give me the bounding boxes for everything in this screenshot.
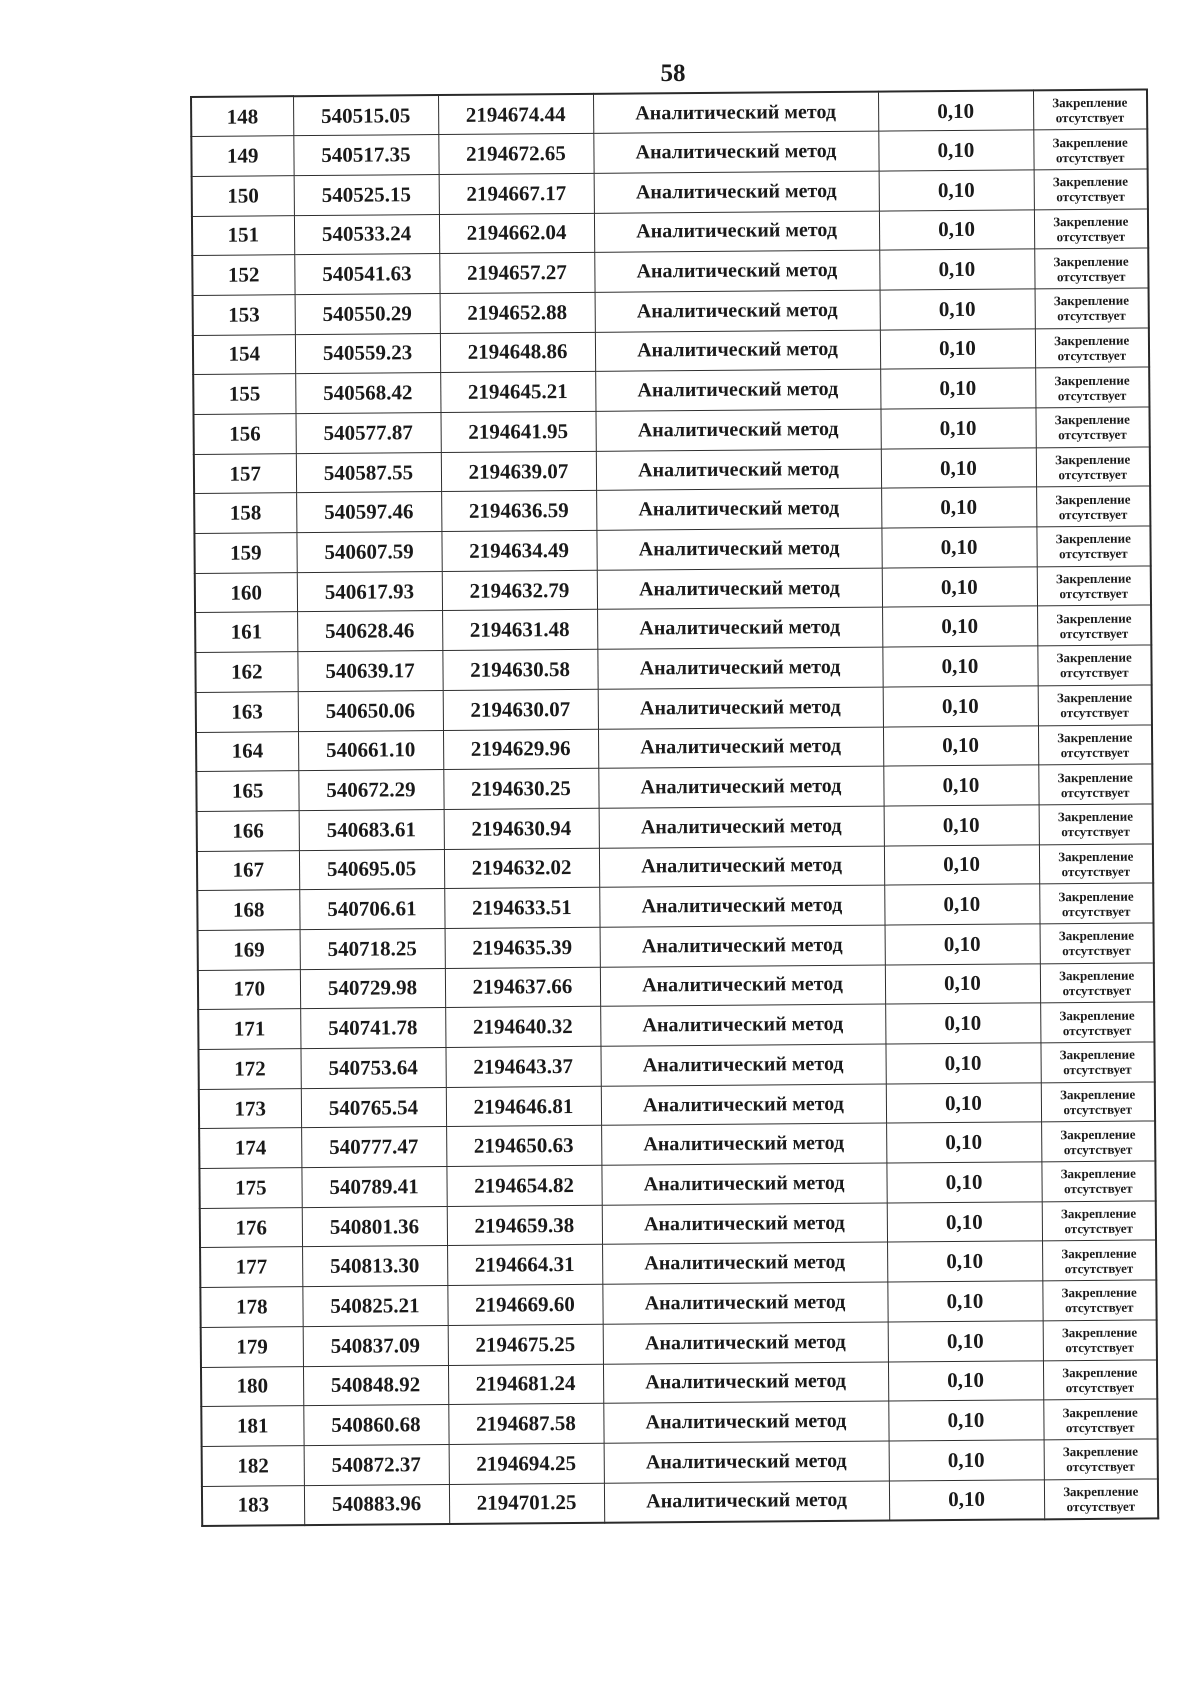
- fixation-text: Закрепление: [1057, 808, 1134, 825]
- precision-cell: 0,10: [882, 567, 1037, 608]
- x-coordinate-cell: 540617.93: [297, 571, 442, 612]
- precision-cell: 0,10: [887, 1202, 1042, 1243]
- method-cell: Аналитический метод: [595, 369, 880, 411]
- fixation-text: отсутствует: [1059, 585, 1128, 602]
- fixation-cell: [1042, 1280, 1156, 1321]
- x-coordinate-cell: 540683.61: [299, 809, 444, 850]
- fixation-text: отсутствует: [1061, 823, 1130, 840]
- fixation-text: отсутствует: [1064, 1300, 1134, 1316]
- x-coordinate-cell: 540777.47: [301, 1127, 446, 1168]
- method-cell: Аналитический метод: [598, 687, 883, 729]
- fixation-text: отсутствует: [1064, 1220, 1133, 1237]
- method-cell: Аналитический метод: [602, 1242, 887, 1284]
- fixation-text: Закрепление: [1053, 213, 1129, 230]
- method-cell: Аналитический метод: [596, 488, 881, 530]
- x-coordinate-cell: 540525.15: [294, 174, 439, 215]
- fixation-text: Закрепление: [1054, 332, 1130, 349]
- method-cell: Аналитический метод: [597, 608, 882, 650]
- precision-cell: 0,10: [880, 328, 1035, 369]
- fixation-cell: [1042, 1201, 1156, 1242]
- precision-cell: 0,10: [883, 765, 1038, 806]
- fixation-text: Закрепление: [1053, 253, 1129, 269]
- fixation-text: Закрепление: [1052, 134, 1128, 150]
- x-coordinate-cell: 540550.29: [295, 293, 440, 334]
- fixation-text: Закрепление: [1061, 1245, 1137, 1261]
- method-cell: Аналитический метод: [604, 1441, 889, 1483]
- point-number-cell: 172: [198, 1049, 300, 1089]
- x-coordinate-cell: 540718.25: [300, 928, 445, 969]
- x-coordinate-cell: 540837.09: [303, 1325, 448, 1366]
- fixation-text: Закрепление: [1059, 967, 1135, 984]
- fixation-text: Закрепление: [1058, 927, 1135, 944]
- x-coordinate-cell: 540860.68: [303, 1405, 448, 1446]
- precision-cell: 0,10: [880, 368, 1035, 409]
- fixation-text: Закрепление: [1058, 888, 1134, 904]
- point-number-cell: 181: [201, 1406, 303, 1446]
- method-cell: Аналитический метод: [603, 1401, 888, 1443]
- fixation-text: отсутствует: [1063, 1101, 1133, 1118]
- fixation-cell: [1044, 1439, 1158, 1480]
- fixation-text: отсутствует: [1060, 704, 1129, 721]
- y-coordinate-cell: 2194669.60: [447, 1284, 602, 1325]
- y-coordinate-cell: 2194630.07: [443, 689, 598, 730]
- method-cell: Аналитический метод: [600, 1044, 885, 1086]
- fixation-cell: [1044, 1479, 1158, 1520]
- y-coordinate-cell: 2194645.21: [440, 372, 595, 413]
- y-coordinate-cell: 2194630.25: [443, 769, 598, 810]
- method-cell: Аналитический метод: [594, 211, 879, 253]
- fixation-text: Закрепление: [1056, 650, 1132, 666]
- x-coordinate-cell: 540568.42: [295, 373, 440, 414]
- y-coordinate-cell: 2194650.63: [446, 1126, 601, 1167]
- fixation-text: отсутствует: [1058, 506, 1128, 522]
- y-coordinate-cell: 2194630.58: [442, 649, 597, 690]
- y-coordinate-cell: 2194632.79: [442, 570, 597, 611]
- precision-cell: 0,10: [880, 408, 1035, 449]
- precision-cell: 0,10: [888, 1321, 1043, 1362]
- y-coordinate-cell: 2194639.07: [441, 451, 596, 492]
- precision-cell: 0,10: [889, 1479, 1044, 1520]
- y-coordinate-cell: 2194643.37: [445, 1046, 600, 1087]
- point-number-cell: 159: [194, 533, 296, 573]
- point-number-cell: 157: [194, 453, 296, 493]
- point-number-cell: 167: [197, 850, 299, 890]
- point-number-cell: 158: [194, 493, 296, 533]
- fixation-cell: [1038, 764, 1152, 805]
- fixation-text: отсутствует: [1063, 1141, 1133, 1157]
- fixation-text: Закрепление: [1063, 1483, 1139, 1499]
- method-cell: Аналитический метод: [596, 528, 881, 570]
- fixation-text: Закрепление: [1060, 1166, 1136, 1182]
- y-coordinate-cell: 2194654.82: [446, 1165, 601, 1206]
- fixation-text: Закрепление: [1059, 1046, 1135, 1063]
- precision-cell: 0,10: [889, 1440, 1044, 1481]
- fixation-text: отсутствует: [1057, 347, 1127, 364]
- point-number-cell: 182: [202, 1446, 304, 1486]
- x-coordinate-cell: 540789.41: [301, 1167, 446, 1208]
- x-coordinate-cell: 540607.59: [296, 532, 441, 573]
- point-number-cell: 166: [197, 811, 299, 851]
- point-number-cell: 176: [200, 1207, 302, 1247]
- precision-cell: 0,10: [885, 1003, 1040, 1044]
- point-number-cell: 154: [193, 334, 295, 374]
- x-coordinate-cell: 540577.87: [295, 413, 440, 454]
- y-coordinate-cell: 2194681.24: [448, 1364, 603, 1405]
- fixation-cell: [1039, 844, 1153, 885]
- x-coordinate-cell: 540741.78: [300, 1008, 445, 1049]
- y-coordinate-cell: 2194672.65: [438, 134, 593, 175]
- precision-cell: 0,10: [885, 924, 1040, 965]
- method-cell: Аналитический метод: [595, 290, 880, 332]
- fixation-cell: [1037, 605, 1151, 646]
- y-coordinate-cell: 2194675.25: [448, 1324, 603, 1365]
- precision-cell: 0,10: [882, 646, 1037, 687]
- x-coordinate-cell: 540872.37: [304, 1444, 449, 1485]
- y-coordinate-cell: 2194664.31: [447, 1245, 602, 1286]
- fixation-cell: [1041, 1121, 1155, 1162]
- x-coordinate-cell: 540706.61: [299, 889, 444, 930]
- precision-cell: 0,10: [882, 606, 1037, 647]
- fixation-text: отсутствует: [1059, 546, 1128, 562]
- y-coordinate-cell: 2194648.86: [440, 332, 595, 373]
- x-coordinate-cell: 540672.29: [298, 770, 443, 811]
- point-number-cell: 162: [195, 652, 297, 692]
- x-coordinate-cell: 540533.24: [294, 214, 439, 255]
- method-cell: Аналитический метод: [593, 92, 878, 134]
- precision-cell: 0,10: [886, 1162, 1041, 1203]
- fixation-text: отсутствует: [1064, 1260, 1134, 1276]
- point-number-cell: 175: [199, 1168, 301, 1208]
- point-number-cell: 169: [198, 930, 300, 970]
- fixation-text: Закрепление: [1054, 372, 1130, 388]
- point-number-cell: 160: [195, 572, 297, 612]
- precision-cell: 0,10: [885, 1043, 1040, 1084]
- fixation-text: отсутствует: [1060, 784, 1130, 800]
- y-coordinate-cell: 2194630.94: [444, 808, 599, 849]
- x-coordinate-cell: 540695.05: [299, 849, 444, 890]
- fixation-text: Закрепление: [1057, 769, 1133, 785]
- point-number-cell: 179: [201, 1326, 303, 1366]
- fixation-text: отсутствует: [1062, 1022, 1132, 1038]
- x-coordinate-cell: 540753.64: [300, 1048, 445, 1089]
- fixation-text: отсутствует: [1056, 268, 1126, 284]
- x-coordinate-cell: 540729.98: [300, 968, 445, 1009]
- precision-cell: 0,10: [886, 1122, 1041, 1163]
- fixation-text: Закрепление: [1054, 451, 1131, 468]
- precision-cell: 0,10: [881, 487, 1036, 528]
- precision-cell: 0,10: [887, 1281, 1042, 1322]
- fixation-text: Закрепление: [1060, 1126, 1136, 1142]
- method-cell: Аналитический метод: [601, 1123, 886, 1165]
- fixation-text: Закрепление: [1061, 1324, 1138, 1341]
- y-coordinate-cell: 2194687.58: [448, 1403, 603, 1444]
- fixation-text: Закрепление: [1060, 1205, 1137, 1222]
- precision-cell: 0,10: [879, 209, 1034, 250]
- fixation-cell: [1043, 1320, 1157, 1361]
- fixation-text: Закрепление: [1059, 1007, 1135, 1023]
- fixation-cell: [1038, 685, 1152, 726]
- y-coordinate-cell: 2194637.66: [445, 967, 600, 1008]
- x-coordinate-cell: 540541.63: [294, 254, 439, 295]
- fixation-cell: [1037, 645, 1151, 686]
- coordinates-table: [190, 88, 1159, 1526]
- y-coordinate-cell: 2194674.44: [438, 94, 593, 135]
- precision-cell: 0,10: [879, 249, 1034, 290]
- y-coordinate-cell: 2194657.27: [439, 253, 594, 294]
- fixation-text: отсутствует: [1058, 466, 1128, 483]
- precision-cell: 0,10: [879, 170, 1034, 211]
- page-number: 58: [660, 60, 686, 87]
- fixation-cell: [1036, 447, 1150, 488]
- point-number-cell: 183: [202, 1485, 304, 1525]
- fixation-text: отсутствует: [1066, 1458, 1135, 1475]
- fixation-text: отсутствует: [1056, 228, 1126, 245]
- fixation-text: Закрепление: [1055, 570, 1132, 587]
- fixation-text: отсутствует: [1059, 665, 1129, 681]
- table-row: [202, 1479, 1158, 1526]
- fixation-cell: [1033, 89, 1147, 130]
- fixation-text: Закрепление: [1056, 689, 1133, 706]
- fixation-text: отсутствует: [1065, 1419, 1135, 1435]
- method-cell: Аналитический метод: [603, 1362, 888, 1404]
- y-coordinate-cell: 2194667.17: [439, 173, 594, 214]
- precision-cell: 0,10: [878, 90, 1033, 131]
- method-cell: Аналитический метод: [594, 171, 879, 213]
- precision-cell: 0,10: [888, 1360, 1043, 1401]
- fixation-text: Закрепление: [1062, 1364, 1138, 1381]
- fixation-text: отсутствует: [1065, 1339, 1134, 1356]
- x-coordinate-cell: 540517.35: [293, 135, 438, 176]
- fixation-cell: [1039, 804, 1153, 845]
- fixation-cell: [1035, 288, 1149, 329]
- precision-cell: 0,10: [881, 527, 1036, 568]
- point-number-cell: 177: [200, 1247, 302, 1287]
- y-coordinate-cell: 2194662.04: [439, 213, 594, 254]
- fixation-text: отсутствует: [1059, 625, 1129, 641]
- method-cell: Аналитический метод: [600, 965, 885, 1007]
- precision-cell: 0,10: [883, 725, 1038, 766]
- fixation-text: Закрепление: [1054, 411, 1130, 428]
- fixation-cell: [1040, 1002, 1154, 1043]
- method-cell: Аналитический метод: [600, 1004, 885, 1046]
- precision-cell: 0,10: [880, 289, 1035, 330]
- method-cell: Аналитический метод: [602, 1203, 887, 1245]
- fixation-text: отсутствует: [1065, 1379, 1135, 1396]
- fixation-text: Закрепление: [1055, 491, 1131, 507]
- precision-cell: 0,10: [878, 130, 1033, 171]
- fixation-text: отсутствует: [1057, 307, 1126, 324]
- point-number-cell: 151: [192, 215, 294, 255]
- method-cell: Аналитический метод: [599, 885, 884, 927]
- fixation-cell: [1043, 1399, 1157, 1440]
- point-number-cell: 165: [196, 771, 298, 811]
- fixation-cell: [1033, 129, 1147, 170]
- fixation-cell: [1035, 367, 1149, 408]
- fixation-text: отсутствует: [1061, 863, 1131, 880]
- point-number-cell: 174: [199, 1128, 301, 1168]
- y-coordinate-cell: 2194694.25: [449, 1443, 604, 1484]
- fixation-text: отсутствует: [1058, 426, 1127, 443]
- fixation-text: отсутствует: [1061, 903, 1131, 919]
- x-coordinate-cell: 540628.46: [297, 611, 442, 652]
- fixation-text: Закрепление: [1058, 848, 1134, 865]
- point-number-cell: 161: [195, 612, 297, 652]
- y-coordinate-cell: 2194701.25: [449, 1483, 604, 1524]
- x-coordinate-cell: 540825.21: [302, 1286, 447, 1327]
- method-cell: Аналитический метод: [601, 1163, 886, 1205]
- x-coordinate-cell: 540883.96: [304, 1484, 449, 1525]
- method-cell: Аналитический метод: [597, 568, 882, 610]
- precision-cell: 0,10: [884, 884, 1039, 925]
- x-coordinate-cell: 540559.23: [295, 333, 440, 374]
- fixation-cell: [1040, 923, 1154, 964]
- point-number-cell: 180: [201, 1366, 303, 1406]
- method-cell: Аналитический метод: [604, 1481, 889, 1523]
- method-cell: Аналитический метод: [598, 727, 883, 769]
- x-coordinate-cell: 540650.06: [298, 690, 443, 731]
- precision-cell: 0,10: [887, 1241, 1042, 1282]
- fixation-cell: [1035, 328, 1149, 369]
- method-cell: Аналитический метод: [597, 647, 882, 689]
- fixation-cell: [1039, 883, 1153, 924]
- method-cell: Аналитический метод: [593, 131, 878, 173]
- fixation-text: Закрепление: [1057, 729, 1133, 746]
- point-number-cell: 164: [196, 731, 298, 771]
- method-cell: Аналитический метод: [599, 846, 884, 888]
- y-coordinate-cell: 2194631.48: [442, 610, 597, 651]
- fixation-cell: [1036, 526, 1150, 567]
- fixation-text: отсутствует: [1060, 744, 1130, 761]
- y-coordinate-cell: 2194646.81: [446, 1086, 601, 1127]
- point-number-cell: 173: [199, 1088, 301, 1128]
- point-number-cell: 178: [200, 1287, 302, 1327]
- point-number-cell: 171: [198, 1009, 300, 1049]
- method-cell: Аналитический метод: [595, 409, 880, 451]
- y-coordinate-cell: 2194641.95: [440, 411, 595, 452]
- fixation-text: отсутствует: [1062, 942, 1131, 959]
- fixation-cell: [1043, 1359, 1157, 1400]
- fixation-cell: [1034, 169, 1148, 210]
- x-coordinate-cell: 540848.92: [303, 1365, 448, 1406]
- x-coordinate-cell: 540813.30: [302, 1246, 447, 1287]
- fixation-text: Закрепление: [1061, 1285, 1137, 1301]
- fixation-text: отсутствует: [1055, 149, 1125, 165]
- x-coordinate-cell: 540587.55: [296, 452, 441, 493]
- precision-cell: 0,10: [888, 1400, 1043, 1441]
- fixation-cell: [1034, 209, 1148, 250]
- fixation-text: Закрепление: [1062, 1404, 1138, 1420]
- fixation-cell: [1038, 724, 1152, 765]
- fixation-text: отсутствует: [1062, 982, 1132, 999]
- precision-cell: 0,10: [881, 448, 1036, 489]
- point-number-cell: 156: [194, 414, 296, 454]
- precision-cell: 0,10: [885, 963, 1040, 1004]
- method-cell: Аналитический метод: [603, 1322, 888, 1364]
- precision-cell: 0,10: [886, 1083, 1041, 1124]
- fixation-text: отсутствует: [1066, 1498, 1136, 1514]
- y-coordinate-cell: 2194635.39: [445, 927, 600, 968]
- fixation-cell: [1040, 963, 1154, 1004]
- precision-cell: 0,10: [883, 686, 1038, 727]
- x-coordinate-cell: 540639.17: [297, 651, 442, 692]
- fixation-text: Закрепление: [1062, 1443, 1139, 1460]
- fixation-text: отсутствует: [1055, 109, 1125, 126]
- fixation-cell: [1034, 248, 1148, 289]
- x-coordinate-cell: 540597.46: [296, 492, 441, 533]
- method-cell: Аналитический метод: [601, 1084, 886, 1126]
- point-number-cell: 170: [198, 969, 300, 1009]
- fixation-text: отсутствует: [1057, 387, 1127, 403]
- method-cell: Аналитический метод: [598, 766, 883, 808]
- fixation-cell: [1041, 1161, 1155, 1202]
- fixation-cell: [1041, 1082, 1155, 1123]
- y-coordinate-cell: 2194636.59: [441, 491, 596, 532]
- x-coordinate-cell: 540661.10: [298, 730, 443, 771]
- y-coordinate-cell: 2194640.32: [445, 1007, 600, 1048]
- fixation-text: отсутствует: [1063, 1061, 1132, 1078]
- fixation-cell: [1036, 486, 1150, 527]
- y-coordinate-cell: 2194659.38: [447, 1205, 602, 1246]
- point-number-cell: 155: [193, 374, 295, 414]
- method-cell: Аналитический метод: [602, 1282, 887, 1324]
- method-cell: Аналитический метод: [595, 330, 880, 372]
- point-number-cell: 168: [197, 890, 299, 930]
- fixation-cell: [1040, 1042, 1154, 1083]
- point-number-cell: 148: [191, 96, 293, 136]
- table-body: [191, 89, 1158, 1525]
- precision-cell: 0,10: [884, 844, 1039, 885]
- point-number-cell: 153: [193, 295, 295, 335]
- y-coordinate-cell: 2194633.51: [444, 888, 599, 929]
- point-number-cell: 149: [191, 136, 293, 176]
- method-cell: Аналитический метод: [596, 449, 881, 491]
- fixation-cell: [1035, 407, 1149, 448]
- fixation-text: Закрепление: [1052, 173, 1129, 190]
- method-cell: Аналитический метод: [594, 250, 879, 292]
- fixation-cell: [1042, 1240, 1156, 1281]
- fixation-text: Закрепление: [1059, 1086, 1136, 1103]
- point-number-cell: 163: [196, 691, 298, 731]
- precision-cell: 0,10: [884, 805, 1039, 846]
- fixation-text: Закрепление: [1056, 610, 1132, 626]
- x-coordinate-cell: 540765.54: [301, 1087, 446, 1128]
- y-coordinate-cell: 2194632.02: [444, 848, 599, 889]
- x-coordinate-cell: 540801.36: [302, 1206, 447, 1247]
- x-coordinate-cell: 540515.05: [293, 95, 438, 136]
- fixation-text: отсутствует: [1064, 1181, 1133, 1197]
- fixation-text: Закрепление: [1055, 531, 1131, 547]
- fixation-text: Закрепление: [1053, 292, 1130, 309]
- method-cell: Аналитический метод: [599, 806, 884, 848]
- point-number-cell: 150: [192, 176, 294, 216]
- y-coordinate-cell: 2194652.88: [440, 292, 595, 333]
- fixation-cell: [1037, 566, 1151, 607]
- method-cell: Аналитический метод: [600, 925, 885, 967]
- y-coordinate-cell: 2194629.96: [443, 729, 598, 770]
- point-number-cell: 152: [192, 255, 294, 295]
- fixation-text: отсутствует: [1056, 188, 1125, 205]
- y-coordinate-cell: 2194634.49: [441, 530, 596, 571]
- coordinates-sheet: [190, 88, 1157, 1526]
- fixation-text: Закрепление: [1052, 94, 1128, 111]
